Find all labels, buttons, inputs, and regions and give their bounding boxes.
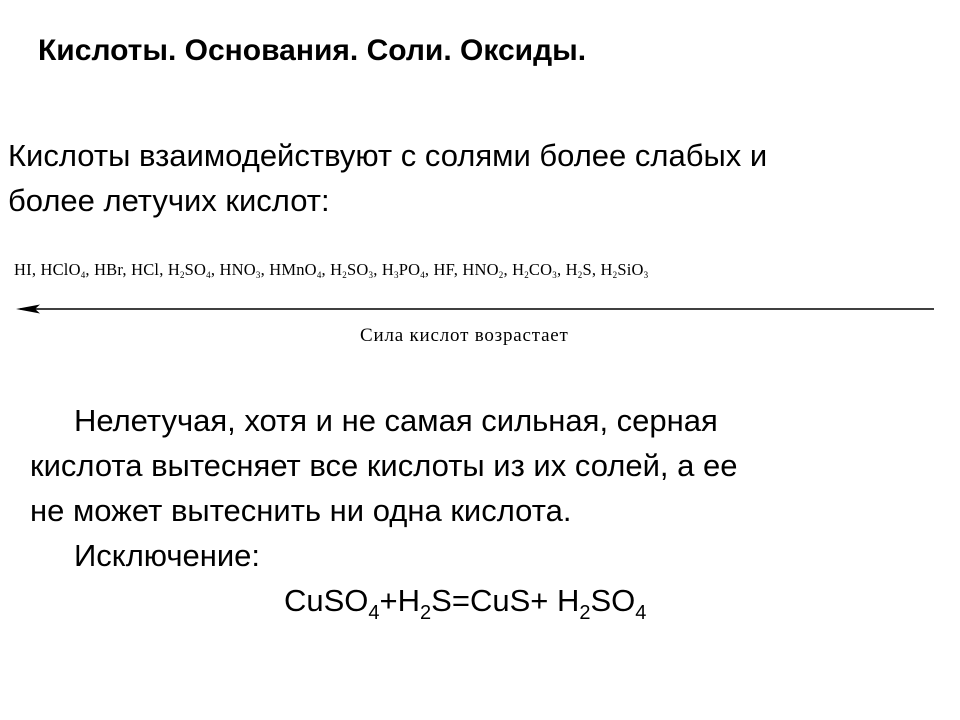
acid-formula: HBr (94, 260, 123, 279)
acid-strength-series: HI, HClO$_4$, HBr, HCl, $H_2SO_4$, $HNO_3$, HMnO$_4$, $H_2SO_3$, $H_3PO_4$, HF, $HNO_2$, $H_2CO_3$, $H_2S$, $H_2SiO_3$ (14, 260, 649, 280)
acid-formula: HMnO$_4$ (269, 260, 322, 280)
intro-line: Кислоты взаимодействуют с солями более слабых и (8, 138, 768, 173)
intro-line: более летучих кислот: (8, 183, 330, 218)
intro-text (8, 133, 948, 223)
left-arrow-icon (14, 299, 934, 319)
acid-formula: $HNO_3$ (219, 260, 261, 280)
paragraph-line: кислота вытесняет все кислоты из их солей, а ее (30, 448, 738, 483)
paragraph-line: не может вытеснить ни одна кислота. (30, 493, 572, 528)
acid-formula: $H_2S$ (565, 260, 592, 280)
paragraph-line: Нелетучая, хотя и не самая сильная, серная (74, 403, 718, 438)
acid-formula: $H_2SiO_3$ (600, 260, 649, 280)
slide-title: Кислоты. Основания. Соли. Оксиды. (38, 34, 587, 67)
acid-formula: $H_2SO_3$ (330, 260, 374, 280)
acid-formula: HF (433, 260, 454, 279)
arrow-caption: Сила кислот возрастает (360, 325, 569, 346)
equation-part: S=CuS+ H (431, 583, 580, 618)
equation-subscript: 2 (579, 602, 591, 624)
acid-formula: HClO$_4$ (40, 260, 86, 280)
acid-formula: $HNO_2$ (462, 260, 504, 280)
acid-formula: $H_3PO_4$ (381, 260, 425, 280)
acid-formula: $H_2CO_3$ (512, 260, 557, 280)
acid-formula: HI (14, 260, 32, 279)
equation-part: +H (379, 583, 421, 618)
exception-equation (284, 578, 646, 636)
equation-subscript: 2 (420, 602, 432, 624)
equation-part: CuSO (284, 583, 369, 618)
explanation-paragraph (30, 398, 950, 578)
acid-formula: $H_2SO_4$ (167, 260, 211, 280)
equation-subscript: 4 (368, 602, 380, 624)
equation-subscript: 4 (635, 602, 647, 624)
acid-formula: HCl (131, 260, 160, 279)
equation-part: SO (590, 583, 636, 618)
exception-label: Исключение: (74, 538, 261, 573)
